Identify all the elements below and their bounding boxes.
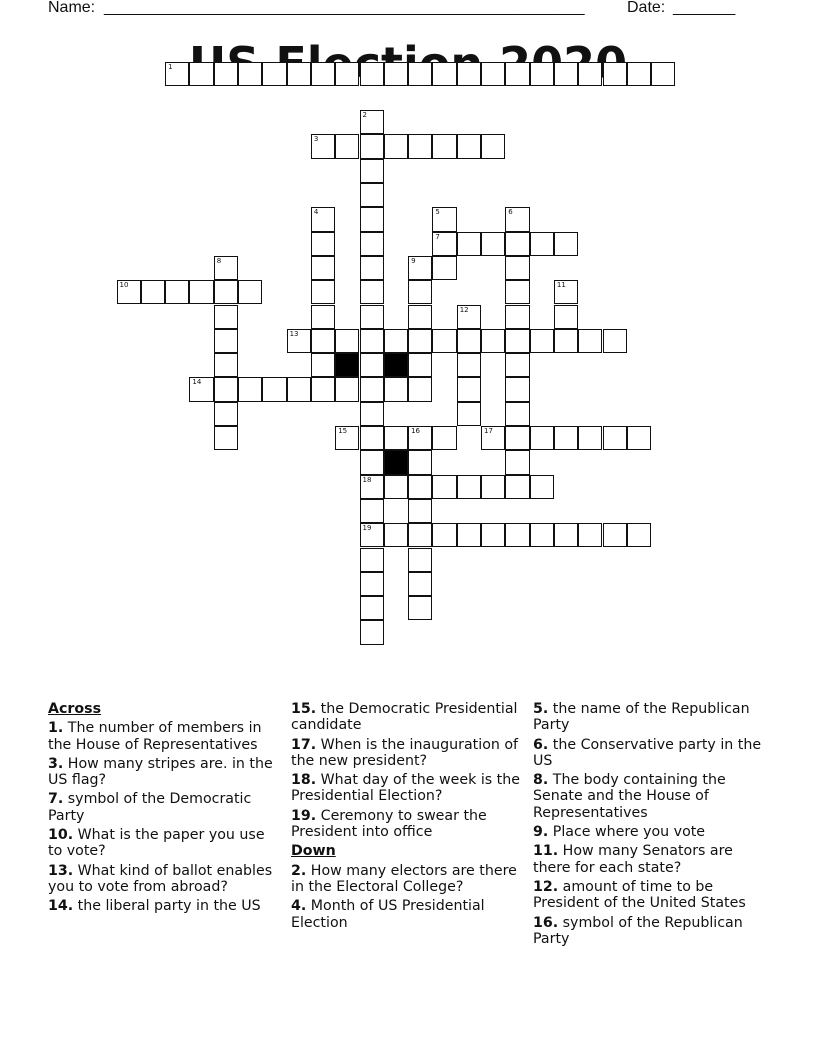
grid-cell[interactable]: [603, 523, 627, 547]
grid-cell[interactable]: [262, 62, 286, 86]
clue-text: What is the paper you use to vote?: [48, 827, 265, 860]
grid-cell[interactable]: [384, 523, 408, 547]
clue-number: 14.: [48, 898, 74, 915]
grid-cell[interactable]: [141, 280, 165, 304]
grid-cell[interactable]: [505, 62, 529, 86]
clue-across-3: [48, 756, 280, 789]
grid-cell[interactable]: [530, 232, 554, 256]
clue-number: 11.: [533, 843, 559, 860]
clue-text: symbol of the Democratic Party: [48, 791, 252, 824]
grid-cell[interactable]: [505, 329, 529, 353]
clue-number-label: 19: [362, 524, 372, 533]
clue-across-14: [48, 898, 280, 914]
grid-cell[interactable]: [627, 426, 651, 450]
grid-cell[interactable]: [530, 62, 554, 86]
grid-cell[interactable]: [360, 450, 384, 474]
grid-cell[interactable]: [311, 329, 335, 353]
clue-text: amount of time to be President of the United States: [533, 878, 746, 912]
grid-cell[interactable]: [311, 134, 335, 158]
clue-number-label: 15: [338, 427, 348, 435]
grid-cell[interactable]: [505, 353, 529, 377]
grid-cell[interactable]: [360, 134, 384, 158]
grid-block: [384, 450, 408, 474]
grid-cell[interactable]: [214, 353, 238, 377]
grid-cell[interactable]: [530, 426, 554, 450]
clue-number-label: 1: [168, 62, 173, 71]
grid-cell[interactable]: [554, 523, 578, 547]
down-heading: Down: [291, 843, 336, 860]
clue-down-8: [533, 772, 773, 821]
name-field[interactable]: ______________________________________________________: [104, 0, 585, 16]
grid-cell[interactable]: [457, 402, 481, 426]
grid-cell[interactable]: [311, 377, 335, 401]
clue-number: 1.: [48, 720, 64, 737]
grid-cell[interactable]: [214, 402, 238, 426]
grid-cell[interactable]: [457, 377, 481, 401]
clue-number-label: 12: [459, 305, 469, 314]
grid-cell[interactable]: [505, 207, 529, 231]
grid-cell[interactable]: [287, 62, 311, 86]
grid-cell[interactable]: [530, 475, 554, 499]
grid-cell[interactable]: [505, 305, 529, 329]
grid-cell[interactable]: [214, 256, 238, 280]
grid-cell[interactable]: [554, 329, 578, 353]
grid-cell[interactable]: [360, 620, 384, 644]
grid-cell[interactable]: [117, 280, 141, 304]
grid-cell[interactable]: [384, 475, 408, 499]
grid-cell[interactable]: [214, 377, 238, 401]
grid-cell[interactable]: [627, 523, 651, 547]
grid-cell[interactable]: [603, 426, 627, 450]
clue-across-10: [48, 827, 280, 860]
grid-cell[interactable]: [360, 62, 384, 86]
grid-cell[interactable]: [311, 280, 335, 304]
grid-cell[interactable]: [214, 62, 238, 86]
grid-cell[interactable]: [238, 377, 262, 401]
clue-number: 17.: [291, 736, 317, 753]
grid-cell[interactable]: [360, 183, 384, 207]
clue-number: 7.: [48, 791, 64, 808]
clue-down-16: [533, 915, 773, 948]
grid-cell[interactable]: [505, 523, 529, 547]
grid-cell[interactable]: [432, 523, 456, 547]
clue-number: 18.: [291, 772, 317, 789]
grid-cell[interactable]: [603, 329, 627, 353]
grid-cell[interactable]: [360, 305, 384, 329]
grid-cell[interactable]: [578, 426, 602, 450]
grid-cell[interactable]: [408, 377, 432, 401]
grid-cell[interactable]: [408, 450, 432, 474]
grid-cell[interactable]: [335, 426, 359, 450]
date-field[interactable]: _______: [673, 0, 736, 16]
grid-cell[interactable]: [408, 548, 432, 572]
clue-text: What day of the week is the Presidential Election?: [291, 772, 520, 805]
grid-cell[interactable]: [360, 207, 384, 231]
date-label: Date:: [627, 0, 666, 16]
clue-number-label: 8: [216, 256, 222, 265]
grid-cell[interactable]: [360, 159, 384, 183]
clue-text: The body containing the Senate and the House of Representatives: [533, 772, 726, 821]
grid-cell[interactable]: [360, 548, 384, 572]
grid-cell[interactable]: [432, 207, 456, 231]
grid-cell[interactable]: [189, 377, 213, 401]
grid-cell[interactable]: [360, 596, 384, 620]
clue-number-label: 18: [362, 475, 372, 484]
grid-cell[interactable]: [505, 450, 529, 474]
grid-cell[interactable]: [481, 329, 505, 353]
clue-down-6: [533, 737, 773, 770]
grid-cell[interactable]: [432, 475, 456, 499]
clue-number-label: 11: [556, 281, 566, 290]
grid-cell[interactable]: [360, 377, 384, 401]
clue-text: The number of members in the House of Representatives: [48, 720, 262, 753]
grid-cell[interactable]: [505, 402, 529, 426]
clue-down-2: [291, 863, 527, 896]
grid-cell[interactable]: [287, 329, 311, 353]
grid-cell[interactable]: [189, 62, 213, 86]
grid-cell[interactable]: [335, 329, 359, 353]
clue-number-label: 14: [192, 378, 202, 387]
clue-number-label: 9: [411, 256, 416, 265]
grid-cell[interactable]: [651, 62, 675, 86]
grid-cell[interactable]: [554, 305, 578, 329]
clue-number-label: 6: [508, 208, 513, 217]
grid-cell[interactable]: [238, 62, 262, 86]
clue-number: 15.: [291, 701, 317, 717]
grid-cell[interactable]: [335, 377, 359, 401]
clue-number: 19.: [291, 807, 317, 824]
grid-cell[interactable]: [165, 62, 189, 86]
clue-down-11: [533, 843, 773, 876]
across-heading: Across: [48, 701, 102, 717]
clue-across-15: [291, 701, 527, 734]
grid-cell[interactable]: [408, 305, 432, 329]
grid-cell[interactable]: [311, 62, 335, 86]
grid-cell[interactable]: [408, 256, 432, 280]
grid-cell[interactable]: [457, 523, 481, 547]
clue-text: the name of the Republican Party: [533, 701, 750, 734]
grid-cell[interactable]: [408, 475, 432, 499]
grid-cell[interactable]: [214, 305, 238, 329]
grid-cell[interactable]: [360, 475, 384, 499]
clue-across-7: [48, 791, 280, 824]
grid-cell[interactable]: [408, 596, 432, 620]
grid-cell[interactable]: [432, 134, 456, 158]
grid-cell[interactable]: [408, 499, 432, 523]
grid-cell[interactable]: [360, 426, 384, 450]
clue-number: 9.: [533, 824, 549, 841]
grid-cell[interactable]: [360, 353, 384, 377]
clue-across-17: [291, 737, 527, 770]
grid-cell[interactable]: [481, 426, 505, 450]
grid-cell[interactable]: [311, 207, 335, 231]
grid-cell[interactable]: [335, 62, 359, 86]
clue-number-label: 2: [362, 111, 367, 120]
clue-number: 2.: [291, 862, 307, 879]
grid-cell[interactable]: [408, 280, 432, 304]
grid-cell[interactable]: [238, 280, 262, 304]
clues-column-3: [533, 701, 773, 950]
clue-text: What kind of ballot enables you to vote from abroad?: [48, 862, 273, 895]
clue-down-5: [533, 701, 773, 734]
grid-cell[interactable]: [384, 134, 408, 158]
grid-cell[interactable]: [505, 426, 529, 450]
grid-cell[interactable]: [457, 329, 481, 353]
clue-text: the liberal party in the US: [77, 898, 261, 915]
grid-cell[interactable]: [408, 572, 432, 596]
grid-cell[interactable]: [432, 426, 456, 450]
grid-cell[interactable]: [408, 62, 432, 86]
clue-number-label: 16: [411, 427, 421, 435]
grid-cell[interactable]: [311, 232, 335, 256]
clue-across-1: [48, 720, 280, 753]
grid-cell[interactable]: [408, 353, 432, 377]
grid-cell[interactable]: [578, 329, 602, 353]
grid-cell[interactable]: [262, 377, 286, 401]
grid-cell[interactable]: [408, 329, 432, 353]
clue-across-13: [48, 863, 280, 896]
grid-cell[interactable]: [481, 134, 505, 158]
grid-cell[interactable]: [481, 62, 505, 86]
grid-cell[interactable]: [408, 134, 432, 158]
clue-text: the Democratic Presidential candidate: [291, 701, 518, 734]
grid-cell[interactable]: [360, 110, 384, 134]
grid-cell[interactable]: [505, 232, 529, 256]
grid-cell[interactable]: [360, 329, 384, 353]
grid-cell[interactable]: [457, 62, 481, 86]
clue-text: When is the inauguration of the new president?: [291, 736, 519, 769]
clue-text: How many stripes are. in the US flag?: [48, 755, 273, 789]
grid-cell[interactable]: [311, 305, 335, 329]
clue-number: 5.: [533, 701, 549, 717]
clue-number: 10.: [48, 827, 74, 844]
grid-cell[interactable]: [505, 256, 529, 280]
grid-cell[interactable]: [554, 232, 578, 256]
grid-cell[interactable]: [481, 523, 505, 547]
grid-cell[interactable]: [530, 329, 554, 353]
clue-number: 4.: [291, 898, 307, 915]
grid-cell[interactable]: [408, 523, 432, 547]
grid-cell[interactable]: [505, 475, 529, 499]
grid-cell[interactable]: [432, 232, 456, 256]
clue-text: How many Senators are there for each state?: [533, 843, 733, 876]
grid-cell[interactable]: [360, 523, 384, 547]
grid-cell[interactable]: [432, 329, 456, 353]
clue-text: How many electors are there in the Electoral College?: [291, 862, 517, 895]
clue-number-label: 13: [289, 329, 299, 338]
clues-column-1: [48, 701, 280, 918]
grid-cell[interactable]: [578, 62, 602, 86]
grid-cell[interactable]: [505, 280, 529, 304]
clue-number: 16.: [533, 914, 559, 931]
grid-cell[interactable]: [360, 499, 384, 523]
clue-number-label: 7: [435, 232, 440, 241]
grid-cell[interactable]: [311, 256, 335, 280]
clue-text: symbol of the Republican Party: [533, 914, 743, 947]
clue-text: Month of US Presidential Election: [291, 898, 485, 931]
clue-number-label: 5: [435, 208, 440, 217]
grid-cell[interactable]: [481, 232, 505, 256]
clue-down-4: [291, 898, 527, 931]
grid-block: [335, 353, 359, 377]
clue-down-9: [533, 824, 773, 840]
clue-across-18: [291, 772, 527, 805]
clue-number-label: 17: [484, 427, 493, 435]
grid-cell[interactable]: [214, 329, 238, 353]
clue-number-label: 3: [313, 135, 319, 144]
grid-cell[interactable]: [311, 353, 335, 377]
grid-cell[interactable]: [384, 377, 408, 401]
grid-cell[interactable]: [457, 134, 481, 158]
grid-cell[interactable]: [457, 305, 481, 329]
clue-number: 3.: [48, 755, 64, 772]
grid-cell[interactable]: [554, 62, 578, 86]
grid-block: [384, 353, 408, 377]
grid-cell[interactable]: [360, 402, 384, 426]
grid-cell[interactable]: [214, 426, 238, 450]
grid-cell[interactable]: [360, 572, 384, 596]
grid-cell[interactable]: [554, 280, 578, 304]
grid-cell[interactable]: [360, 256, 384, 280]
clue-number: 6.: [533, 736, 549, 753]
grid-cell[interactable]: [165, 280, 189, 304]
clues-column-2: [291, 701, 527, 934]
clue-text: the Conservative party in the US: [533, 736, 762, 769]
clue-number-label: 10: [119, 281, 129, 290]
clue-number: 8.: [533, 772, 549, 789]
grid-cell[interactable]: [554, 426, 578, 450]
grid-cell[interactable]: [384, 329, 408, 353]
clue-text: Ceremony to swear the President into office: [291, 807, 487, 841]
grid-cell[interactable]: [408, 426, 432, 450]
clue-number: 13.: [48, 862, 74, 879]
grid-cell[interactable]: [335, 134, 359, 158]
grid-cell[interactable]: [457, 353, 481, 377]
grid-cell[interactable]: [384, 426, 408, 450]
grid-cell[interactable]: [457, 475, 481, 499]
grid-cell[interactable]: [627, 62, 651, 86]
name-label: Name:: [48, 0, 96, 16]
grid-cell[interactable]: [603, 62, 627, 86]
clue-text: Place where you vote: [552, 824, 706, 841]
grid-cell[interactable]: [360, 280, 384, 304]
grid-cell[interactable]: [432, 62, 456, 86]
grid-cell[interactable]: [481, 475, 505, 499]
grid-cell[interactable]: [530, 523, 554, 547]
grid-cell[interactable]: [505, 377, 529, 401]
clue-number-label: 4: [313, 208, 319, 217]
grid-cell[interactable]: [287, 377, 311, 401]
grid-cell[interactable]: [578, 523, 602, 547]
clue-number: 12.: [533, 878, 559, 895]
grid-cell[interactable]: [189, 280, 213, 304]
grid-cell[interactable]: [432, 256, 456, 280]
grid-cell[interactable]: [214, 280, 238, 304]
clue-down-12: [533, 879, 773, 912]
grid-cell[interactable]: [457, 232, 481, 256]
grid-cell[interactable]: [384, 62, 408, 86]
grid-cell[interactable]: [360, 232, 384, 256]
clue-across-19: [291, 808, 527, 841]
